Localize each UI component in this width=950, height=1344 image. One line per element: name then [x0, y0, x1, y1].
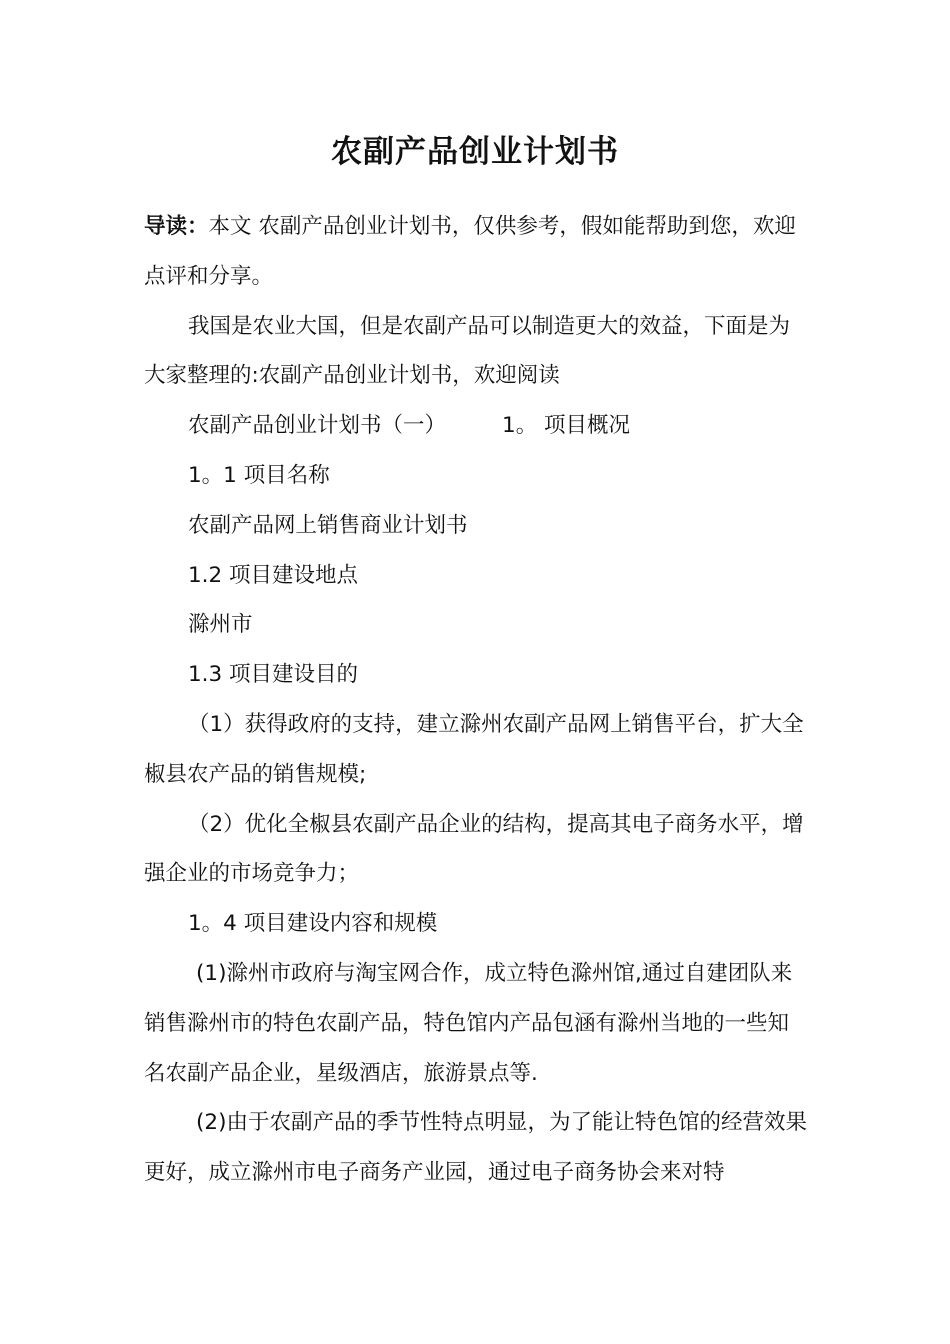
- item-purpose-2: （2）优化全椒县农副产品企业的结构，提高其电子商务水平，增强企业的市场竞争力；: [144, 811, 804, 887]
- item-purpose-heading: 1.3 项目建设目的: [188, 662, 359, 688]
- item-content-heading: 1。4 项目建设内容和规模: [188, 911, 438, 937]
- intro-label: 导读：: [144, 214, 209, 239]
- item-site-heading: 1.2 项目建设地点: [188, 562, 359, 588]
- item-name-value: 农副产品网上销售商业计划书: [188, 512, 468, 538]
- intro-text: 本文 农副产品创业计划书，仅供参考，假如能帮助到您，欢迎点评和分享。: [144, 214, 796, 289]
- item-content-2: (2)由于农副产品的季节性特点明显，为了能让特色馆的经营效果更好，成立滁州市电子商务产业园，通过电子商务协会来对特: [144, 1110, 807, 1186]
- item-name-heading: 1。1 项目名称: [188, 462, 330, 488]
- section-heading-left: 农副产品创业计划书（一）: [188, 413, 447, 439]
- item-purpose-1: （1）获得政府的支持，建立滁州农副产品网上销售平台，扩大全椒县农产品的销售规模;: [144, 711, 804, 787]
- body-paragraph: 我国是农业大国，但是农副产品可以制造更大的效益，下面是为大家整理的:农副产品创业计划书，欢迎阅读: [144, 313, 791, 389]
- document-body: [144, 202, 808, 1198]
- document-title: 农副产品创业计划书: [331, 134, 619, 170]
- intro-paragraph: [144, 202, 808, 302]
- section-heading: [144, 401, 808, 451]
- item-site-value: 滁州市: [188, 612, 253, 638]
- item-content-1: (1)滁州市政府与淘宝网合作，成立特色滁州馆,通过自建团队来销售滁州市的特色农副产品，特色馆内产品包涵有滁州当地的一些知名农副产品企业，星级酒店，旅游景点等.: [144, 960, 793, 1086]
- section-heading-right: 1。 项目概况: [502, 413, 631, 439]
